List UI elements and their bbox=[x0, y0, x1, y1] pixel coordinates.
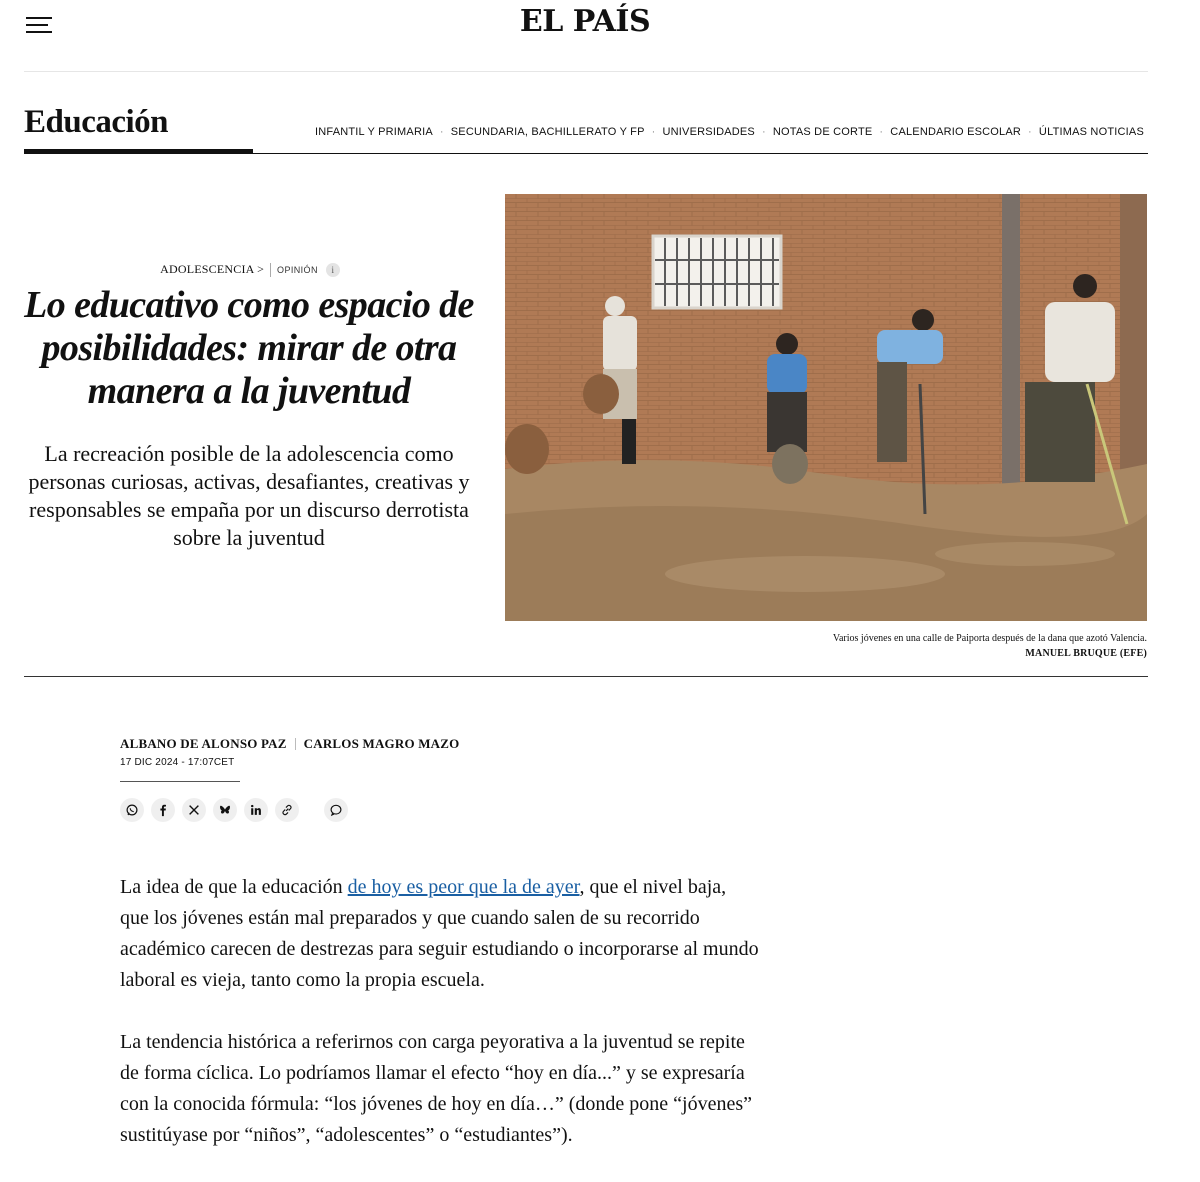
share-bar bbox=[120, 798, 355, 822]
linkedin-icon[interactable] bbox=[244, 798, 268, 822]
subnav-item-notas-de-corte[interactable]: NOTAS DE CORTE bbox=[772, 126, 873, 138]
section-title[interactable]: Educación bbox=[24, 104, 169, 140]
kicker-tag-link[interactable]: ADOLESCENCIA > bbox=[160, 262, 265, 276]
nav-separator: · bbox=[651, 126, 656, 138]
comment-icon[interactable] bbox=[324, 798, 348, 822]
paragraph-text: La idea de que la educación bbox=[120, 876, 348, 898]
author-link[interactable]: CARLOS MAGRO MAZO bbox=[303, 736, 460, 751]
divider bbox=[24, 676, 1148, 677]
link-icon[interactable] bbox=[275, 798, 299, 822]
photo-credit: MANUEL BRUQUE (EFE) bbox=[1025, 648, 1147, 659]
article-photo[interactable] bbox=[505, 194, 1147, 621]
kicker-opinion-label: OPINIÓN bbox=[277, 264, 318, 275]
site-logo[interactable]: EL PAÍS bbox=[519, 4, 651, 39]
nav-separator: · bbox=[879, 126, 884, 138]
top-bar bbox=[0, 0, 1200, 72]
photo-caption: Varios jóvenes en una calle de Paiporta después de la dana que azotó Valencia. bbox=[832, 633, 1147, 644]
whatsapp-icon[interactable] bbox=[120, 798, 144, 822]
subnav-item-universidades[interactable]: UNIVERSIDADES bbox=[662, 126, 755, 138]
article-headline: Lo educativo como espacio de posibilidades: mirar de otra manera a la juventud bbox=[24, 284, 474, 412]
x-icon[interactable] bbox=[182, 798, 206, 822]
divider bbox=[24, 153, 1148, 154]
article-dek: La recreación posible de la adolescencia como personas curiosas, activas, desafiantes, creativas y responsables se empaña por un discurso derrotista sobre la juventud bbox=[28, 441, 470, 550]
nav-separator: · bbox=[439, 126, 444, 138]
article-body bbox=[120, 872, 760, 1182]
paragraph-text: , que el nivel baja, que los jóvenes están mal preparados y que cuando salen de su recorrido académico carecen de destrezas para seguir estudiando o incorporarse al mundo laboral es vieja, tanto como la propia escuela. bbox=[120, 876, 759, 991]
divider bbox=[24, 71, 1148, 72]
section-subnav bbox=[315, 126, 1144, 138]
byline bbox=[120, 736, 459, 752]
subnav-item-ultimas-noticias[interactable]: ÚLTIMAS NOTICIAS bbox=[1038, 126, 1144, 138]
divider bbox=[120, 781, 240, 782]
nav-separator: · bbox=[1028, 126, 1032, 138]
article-paragraph bbox=[120, 872, 760, 996]
subnav-item-secundaria[interactable]: SECUNDARIA, BACHILLERATO Y FP bbox=[450, 126, 645, 138]
kicker-divider bbox=[270, 263, 271, 277]
photo-illustration bbox=[505, 194, 1147, 621]
nav-separator: · bbox=[761, 126, 766, 138]
article-paragraph: La tendencia histórica a referirnos con carga peyorativa a la juventud se repite de forma cíclica. Lo podríamos llamar el efecto “hoy en día...” y se expresaría con la conocida fórmula: “los jóvenes de hoy en día…” (donde pone “jóvenes” sustitúyase por “niños”, “adolescentes” o “estudiantes”). bbox=[120, 1031, 753, 1146]
byline-divider bbox=[295, 738, 296, 750]
article-kicker bbox=[0, 262, 500, 277]
bluesky-icon[interactable] bbox=[213, 798, 237, 822]
subnav-item-infantil-primaria[interactable]: INFANTIL Y PRIMARIA bbox=[314, 126, 433, 138]
subnav-item-calendario-escolar[interactable]: CALENDARIO ESCOLAR bbox=[890, 126, 1022, 138]
photo-caption-block bbox=[833, 631, 1147, 661]
inline-link[interactable]: de hoy es peor que la de ayer bbox=[347, 876, 580, 898]
publish-date: 17 DIC 2024 - 17:07CET bbox=[120, 757, 235, 768]
info-icon[interactable]: i bbox=[326, 263, 340, 277]
facebook-icon[interactable] bbox=[151, 798, 175, 822]
author-link[interactable]: ALBANO DE ALONSO PAZ bbox=[120, 736, 287, 751]
